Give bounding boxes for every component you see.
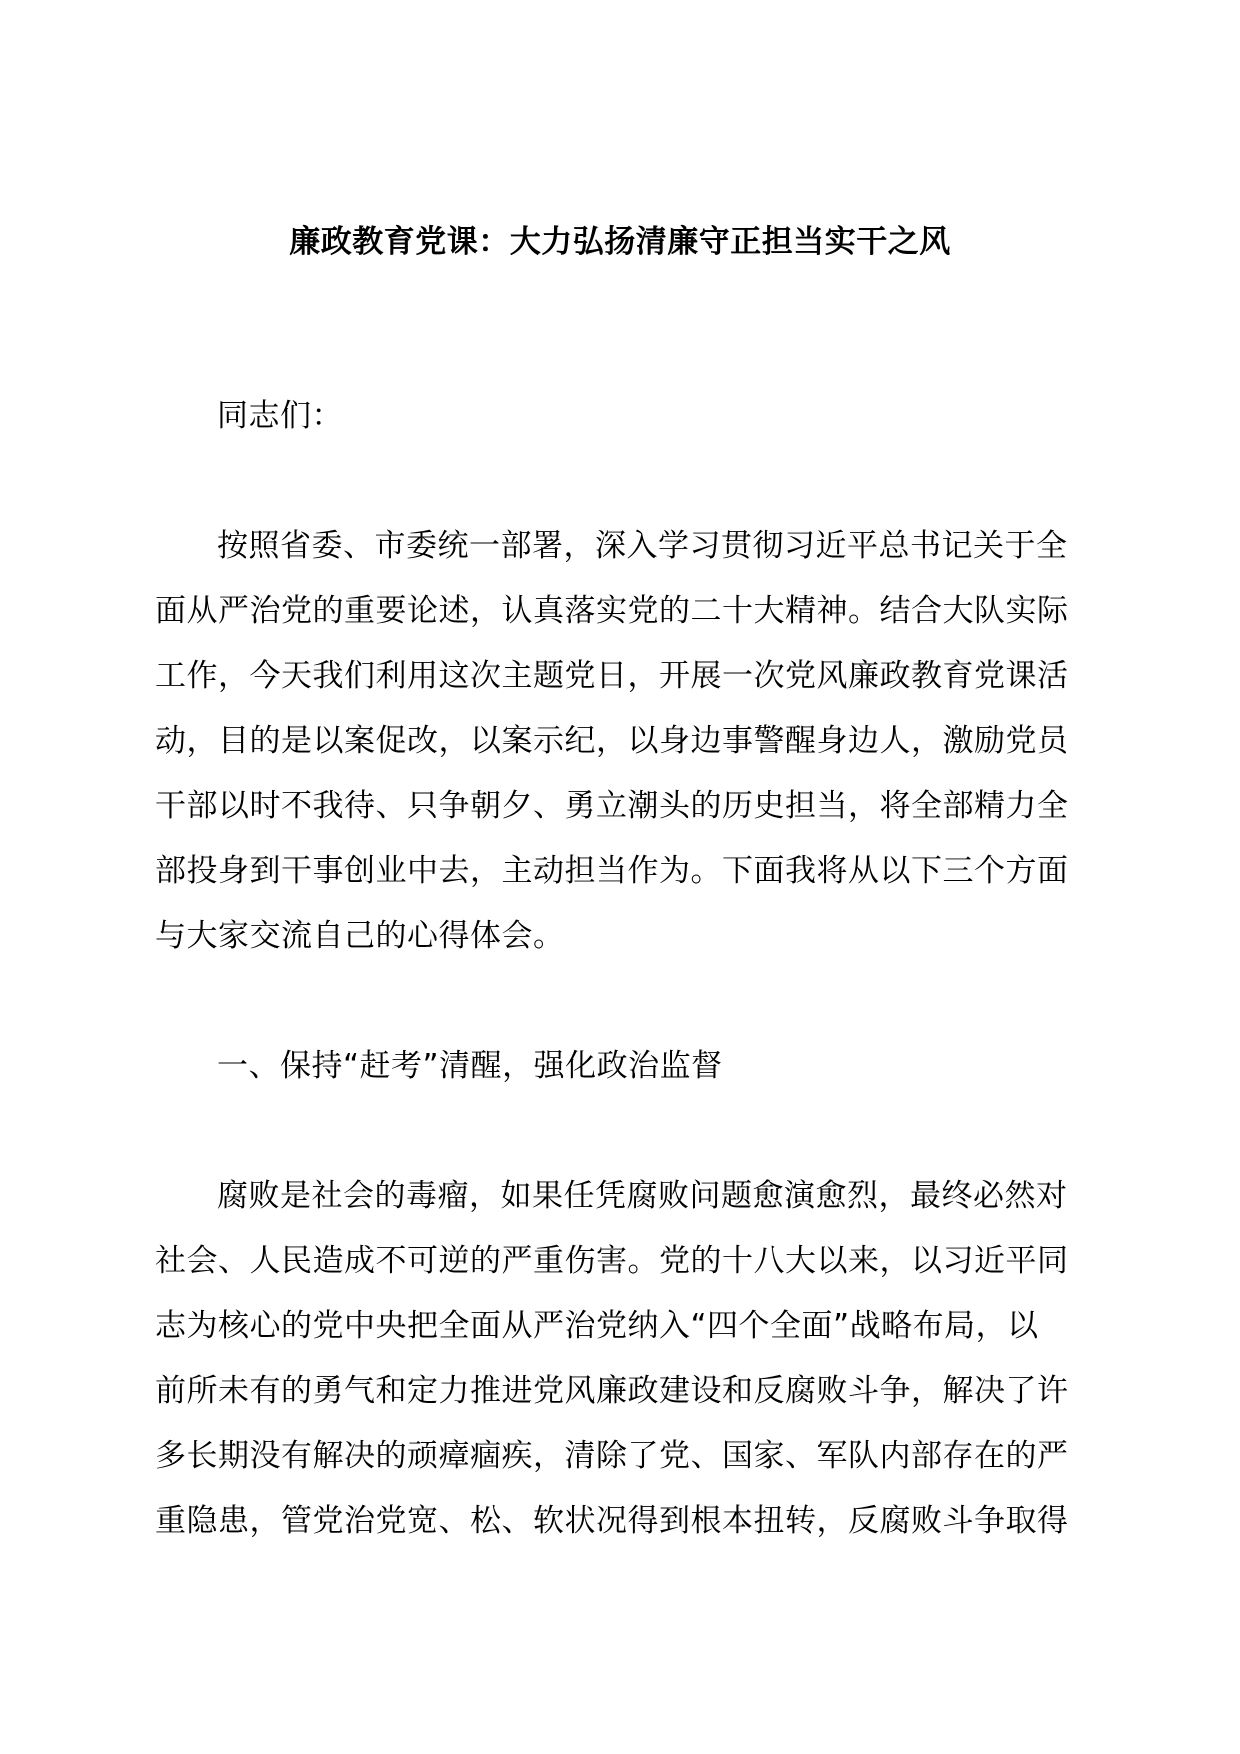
paragraph-line: 部投身到干事创业中去，主动担当作为。下面我将从以下三个方面 [155,853,1069,889]
paragraph-line: 重隐患，管党治党宽、松、软状况得到根本扭转，反腐败斗争取得 [155,1503,1069,1539]
paragraph-line: 与大家交流自己的心得体会。 [155,918,565,954]
salutation [155,384,1085,449]
salutation-text: 同志们： [217,398,343,434]
paragraph-line: 按照省委、市委统一部署，深入学习贯彻习近平总书记关于全 [217,528,1068,564]
paragraph-line: 腐败是社会的毒瘤，如果任凭腐败问题愈演愈烈，最终必然对 [217,1178,1068,1214]
section-heading [155,1034,1085,1099]
paragraph-line: 干部以时不我待、只争朝夕、勇立潮头的历史担当，将全部精力全 [155,788,1069,824]
section-heading-text: 一、保持“赶考”清醒，强化政治监督 [217,1048,723,1084]
paragraph-intro [155,514,1085,969]
paragraph-line: 工作，今天我们利用这次主题党日，开展一次党风廉政教育党课活 [155,658,1069,694]
paragraph-section-one [155,1164,1085,1619]
paragraph-line: 社会、人民造成不可逆的严重伤害。党的十八大以来，以习近平同 [155,1243,1069,1279]
paragraph-line: 动，目的是以案促改，以案示纪，以身边事警醒身边人，激励党员 [155,723,1069,759]
paragraph-line: 志为核心的党中央把全面从严治党纳入“四个全面”战略布局，以 [155,1308,1039,1344]
paragraph-line: 面从严治党的重要论述，认真落实党的二十大精神。结合大队实际 [155,593,1069,629]
paragraph-line: 前所未有的勇气和定力推进党风廉政建设和反腐败斗争，解决了许 [155,1373,1069,1409]
paragraph-line: 多长期没有解决的顽瘴痼疾，清除了党、国家、军队内部存在的严 [155,1438,1069,1474]
document-title: 廉政教育党课：大力弘扬清廉守正担当实干之风 [289,224,951,260]
